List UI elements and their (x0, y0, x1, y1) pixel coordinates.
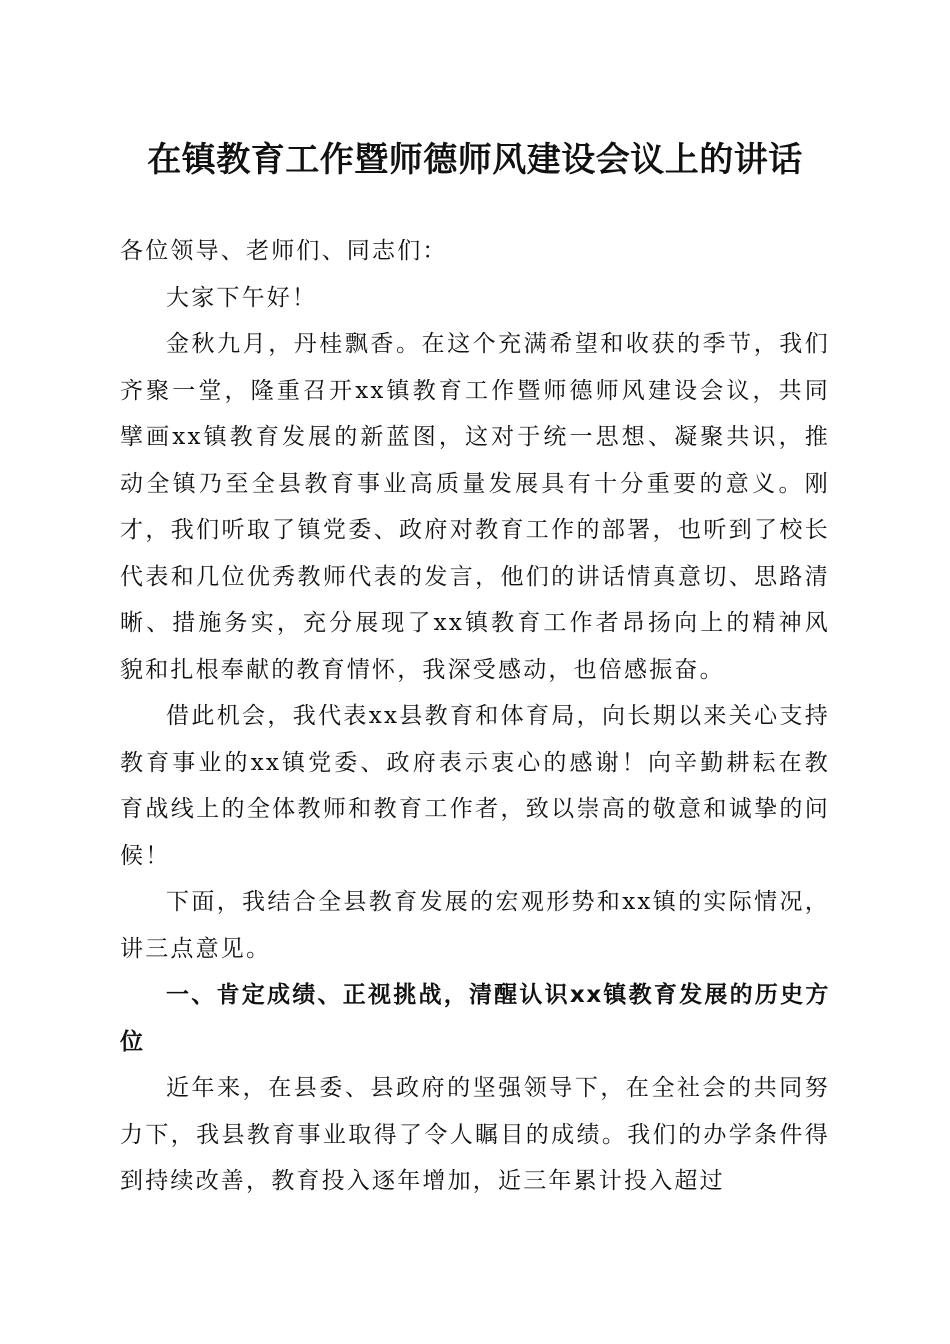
paragraph-outline: 下面，我结合全县教育发展的宏观形势和xx镇的实际情况，讲三点意见。 (120, 889, 830, 962)
document-body (120, 228, 830, 1205)
salutation: 各位领导、老师们、同志们： (120, 238, 448, 264)
section-paragraph: 近年来，在县委、县政府的坚强领导下，在全社会的共同努力下，我县教育事业取得了令人瞩目的成绩。我们的办学条件得到持续改善，教育投入逐年增加，近三年累计投入超过 (120, 1075, 830, 1194)
paragraph-thanks: 借此机会，我代表xx县教育和体育局，向长期以来关心支持教育事业的xx镇党委、政府表示衷心的感谢！向辛勤耕耘在教育战线上的全体教师和教育工作者，致以崇高的敬意和诚挚的问候！ (120, 703, 830, 869)
paragraph-opening: 金秋九月，丹桂飘香。在这个充满希望和收获的季节，我们齐聚一堂，隆重召开xx镇教育工作暨师德师风建设会议，共同擘画xx镇教育发展的新蓝图，这对于统一思想、凝聚共识，推动全镇乃至全县教育事业高质量发展具有十分重要的意义。刚才，我们听取了镇党委、政府对教育工作的部署，也听到了校长代表和几位优秀教师代表的发言，他们的讲话情真意切、思路清晰、措施务实，充分展现了xx镇教育工作者昂扬向上的精神风貌和扎根奉献的教育情怀，我深受感动，也倍感振奋。 (120, 331, 830, 683)
document-title: 在镇教育工作暨师德师风建设会议上的讲话 (147, 140, 803, 180)
greeting: 大家下午好！ (166, 284, 318, 311)
section-heading: 一、肯定成绩、正视挑战，清醒认识xx镇教育发展的历史方位 (120, 982, 830, 1055)
